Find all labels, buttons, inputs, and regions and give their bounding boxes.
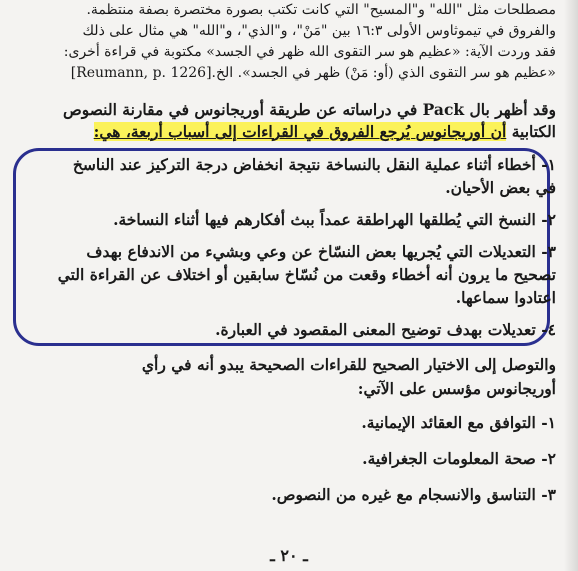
highlighted-text: أن أوريجانوس يُرجع الفروق في القراءات إلى أسباب أربعة، هي: xyxy=(93,122,507,141)
list-item-line: ١- أخطاء أثناء عملية النقل بالنساخة نتيجة انخفاض درجة التركيز عند الناسخ xyxy=(72,155,556,174)
top-paragraph-line: والفروق في تيموثاوس الأولى ١٦:٣ بين "مَنْ"، و"الذي"، و"الله" هي مثال على ذلك xyxy=(82,23,556,39)
criteria-list xyxy=(28,405,556,513)
list-item-line: اعتادوا سماعها. xyxy=(455,288,556,307)
list-item xyxy=(28,208,556,231)
list-item-line: في بعض الأحيان. xyxy=(445,178,556,197)
list-item: ٣- التناسق والانسجام مع غيره من النصوص. xyxy=(271,485,556,504)
list-item-line: ٢- النسخ التي يُطلقها الهراطقة عمداً ببث أفكارهم فيها أثناء النساخة. xyxy=(113,210,556,229)
causes-list xyxy=(28,153,556,350)
after-paragraph-line: والتوصل إلى الاختيار الصحيح للقراءات الصحيحة يبدو أنه في رأي xyxy=(141,355,556,374)
list-item xyxy=(28,153,556,199)
pack-paragraph xyxy=(28,99,556,143)
list-item: ٢- صحة المعلومات الجغرافية. xyxy=(362,449,556,468)
list-item-line: ٤- تعديلات بهدف توضيح المعنى المقصود في العبارة. xyxy=(215,320,556,339)
pack-paragraph-line xyxy=(28,121,556,143)
list-item xyxy=(28,318,556,341)
top-paragraph xyxy=(28,0,556,84)
top-paragraph-line: «عظيم هو سر التقوى الذي (أو: مَنْ) ظهر في الجسد». الخ.[Reumann, p. 1226] xyxy=(70,65,556,81)
pack-paragraph-plain-text: الكتابية xyxy=(511,122,556,141)
list-item xyxy=(28,240,556,309)
after-paragraph xyxy=(28,353,556,401)
list-item-line: تصحيح ما يرون أنه أخطاء وقعت من نُسّاخ سابقين أو اختلاف عن القراءة التي xyxy=(57,265,556,284)
top-paragraph-line: فقد وردت الآية: «عظيم هو سر التقوى الله ظهر في الجسد» مكتوبة في قراءة أخرى: xyxy=(63,44,556,60)
page-number: ـ ٢٠ ـ xyxy=(270,546,308,565)
after-paragraph-line: أوريجانوس مؤسس على الآتي: xyxy=(357,379,556,398)
top-paragraph-line: مصطلحات مثل "الله" و"المسيح" التي كانت تكتب بصورة مختصرة بصفة منتظمة. xyxy=(86,2,556,18)
scan-edge-shadow xyxy=(564,0,578,571)
pack-paragraph-line: وقد أظهر بال Pack في دراساته عن طريقة أوريجانوس في مقارنة النصوص xyxy=(62,100,556,119)
list-item-line: ٣- التعديلات التي يُجريها بعض النسّاخ عن وعي وبشيء من الاندفاع بهدف xyxy=(86,242,556,261)
list-item: ١- التوافق مع العقائد الإيمانية. xyxy=(361,413,556,432)
